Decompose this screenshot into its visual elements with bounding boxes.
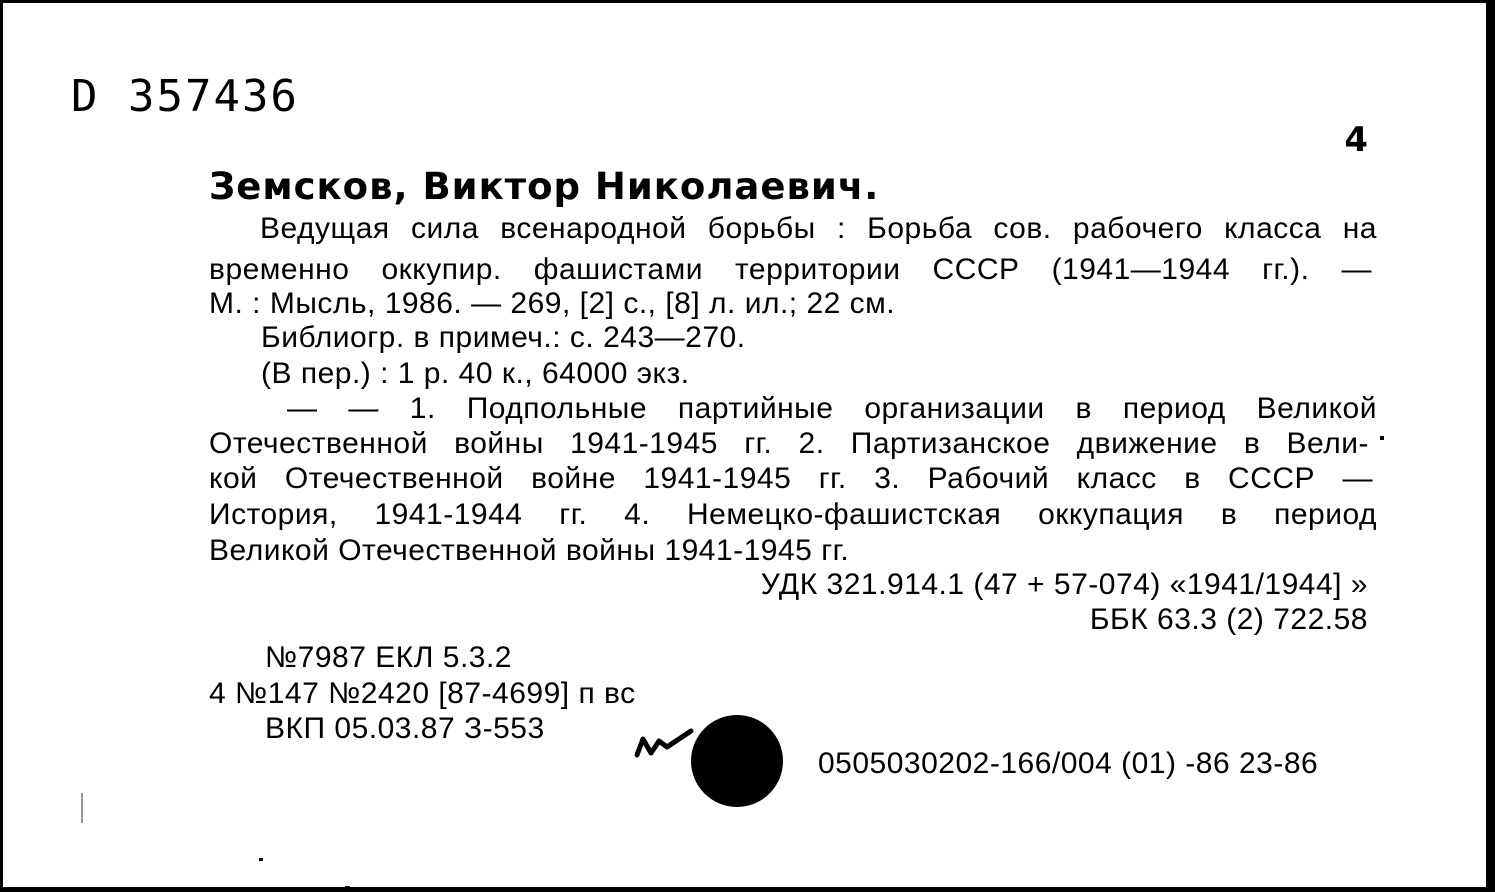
handwritten-number: D 357436 xyxy=(71,71,299,122)
ink-speck xyxy=(259,858,263,861)
ink-speck xyxy=(1380,436,1384,440)
udk-code: УДК 321.914.1 (47 + 57-074) «1941/1944] » xyxy=(760,568,1368,601)
subject-line: История, 1941-1944 гг. 4. Немецко-фашистская оккупация в период xyxy=(209,498,1377,531)
card-number: 4 xyxy=(1344,120,1368,160)
bottom-code: 0505030202-166/004 (01) -86 23-86 xyxy=(818,747,1319,780)
ink-speck xyxy=(345,886,350,889)
title-line: Ведущая сила всенародной борьбы : Борьба сов. рабочего класса на xyxy=(260,212,1377,245)
punch-hole xyxy=(691,715,783,807)
vkp-line: ВКП 05.03.87 З-553 xyxy=(265,712,545,745)
title-line: М. : Мысль, 1986. — 269, [2] с., [8] л. ил.; 22 см. xyxy=(209,287,896,320)
price-note: (В пер.) : 1 р. 40 к., 64000 экз. xyxy=(261,357,690,390)
subject-line: — — 1. Подпольные партийные организации в период Великой xyxy=(287,392,1377,425)
print-number-line: 4 №147 №2420 [87-4699] п вс xyxy=(209,677,636,710)
pencil-mark xyxy=(81,793,83,823)
bibliography-note: Библиогр. в примеч.: с. 243—270. xyxy=(261,321,746,354)
author-heading: Земсков, Виктор Николаевич. xyxy=(209,165,880,208)
bbk-code: ББК 63.3 (2) 722.58 xyxy=(1089,603,1368,636)
subject-line: кой Отечественной войне 1941-1945 гг. 3. Рабочий класс в СССР — xyxy=(209,462,1373,495)
ekl-number: №7987 ЕКЛ 5.3.2 xyxy=(265,641,512,674)
pen-check-mark xyxy=(633,725,695,761)
subject-line: Великой Отечественной войны 1941-1945 гг. xyxy=(209,534,850,567)
title-line: временно оккупир. фашистами территории СССР (1941—1944 гг.). — xyxy=(209,253,1372,286)
subject-line: Отечественной войны 1941-1945 гг. 2. Партизанское движение в Вели- xyxy=(209,427,1369,460)
